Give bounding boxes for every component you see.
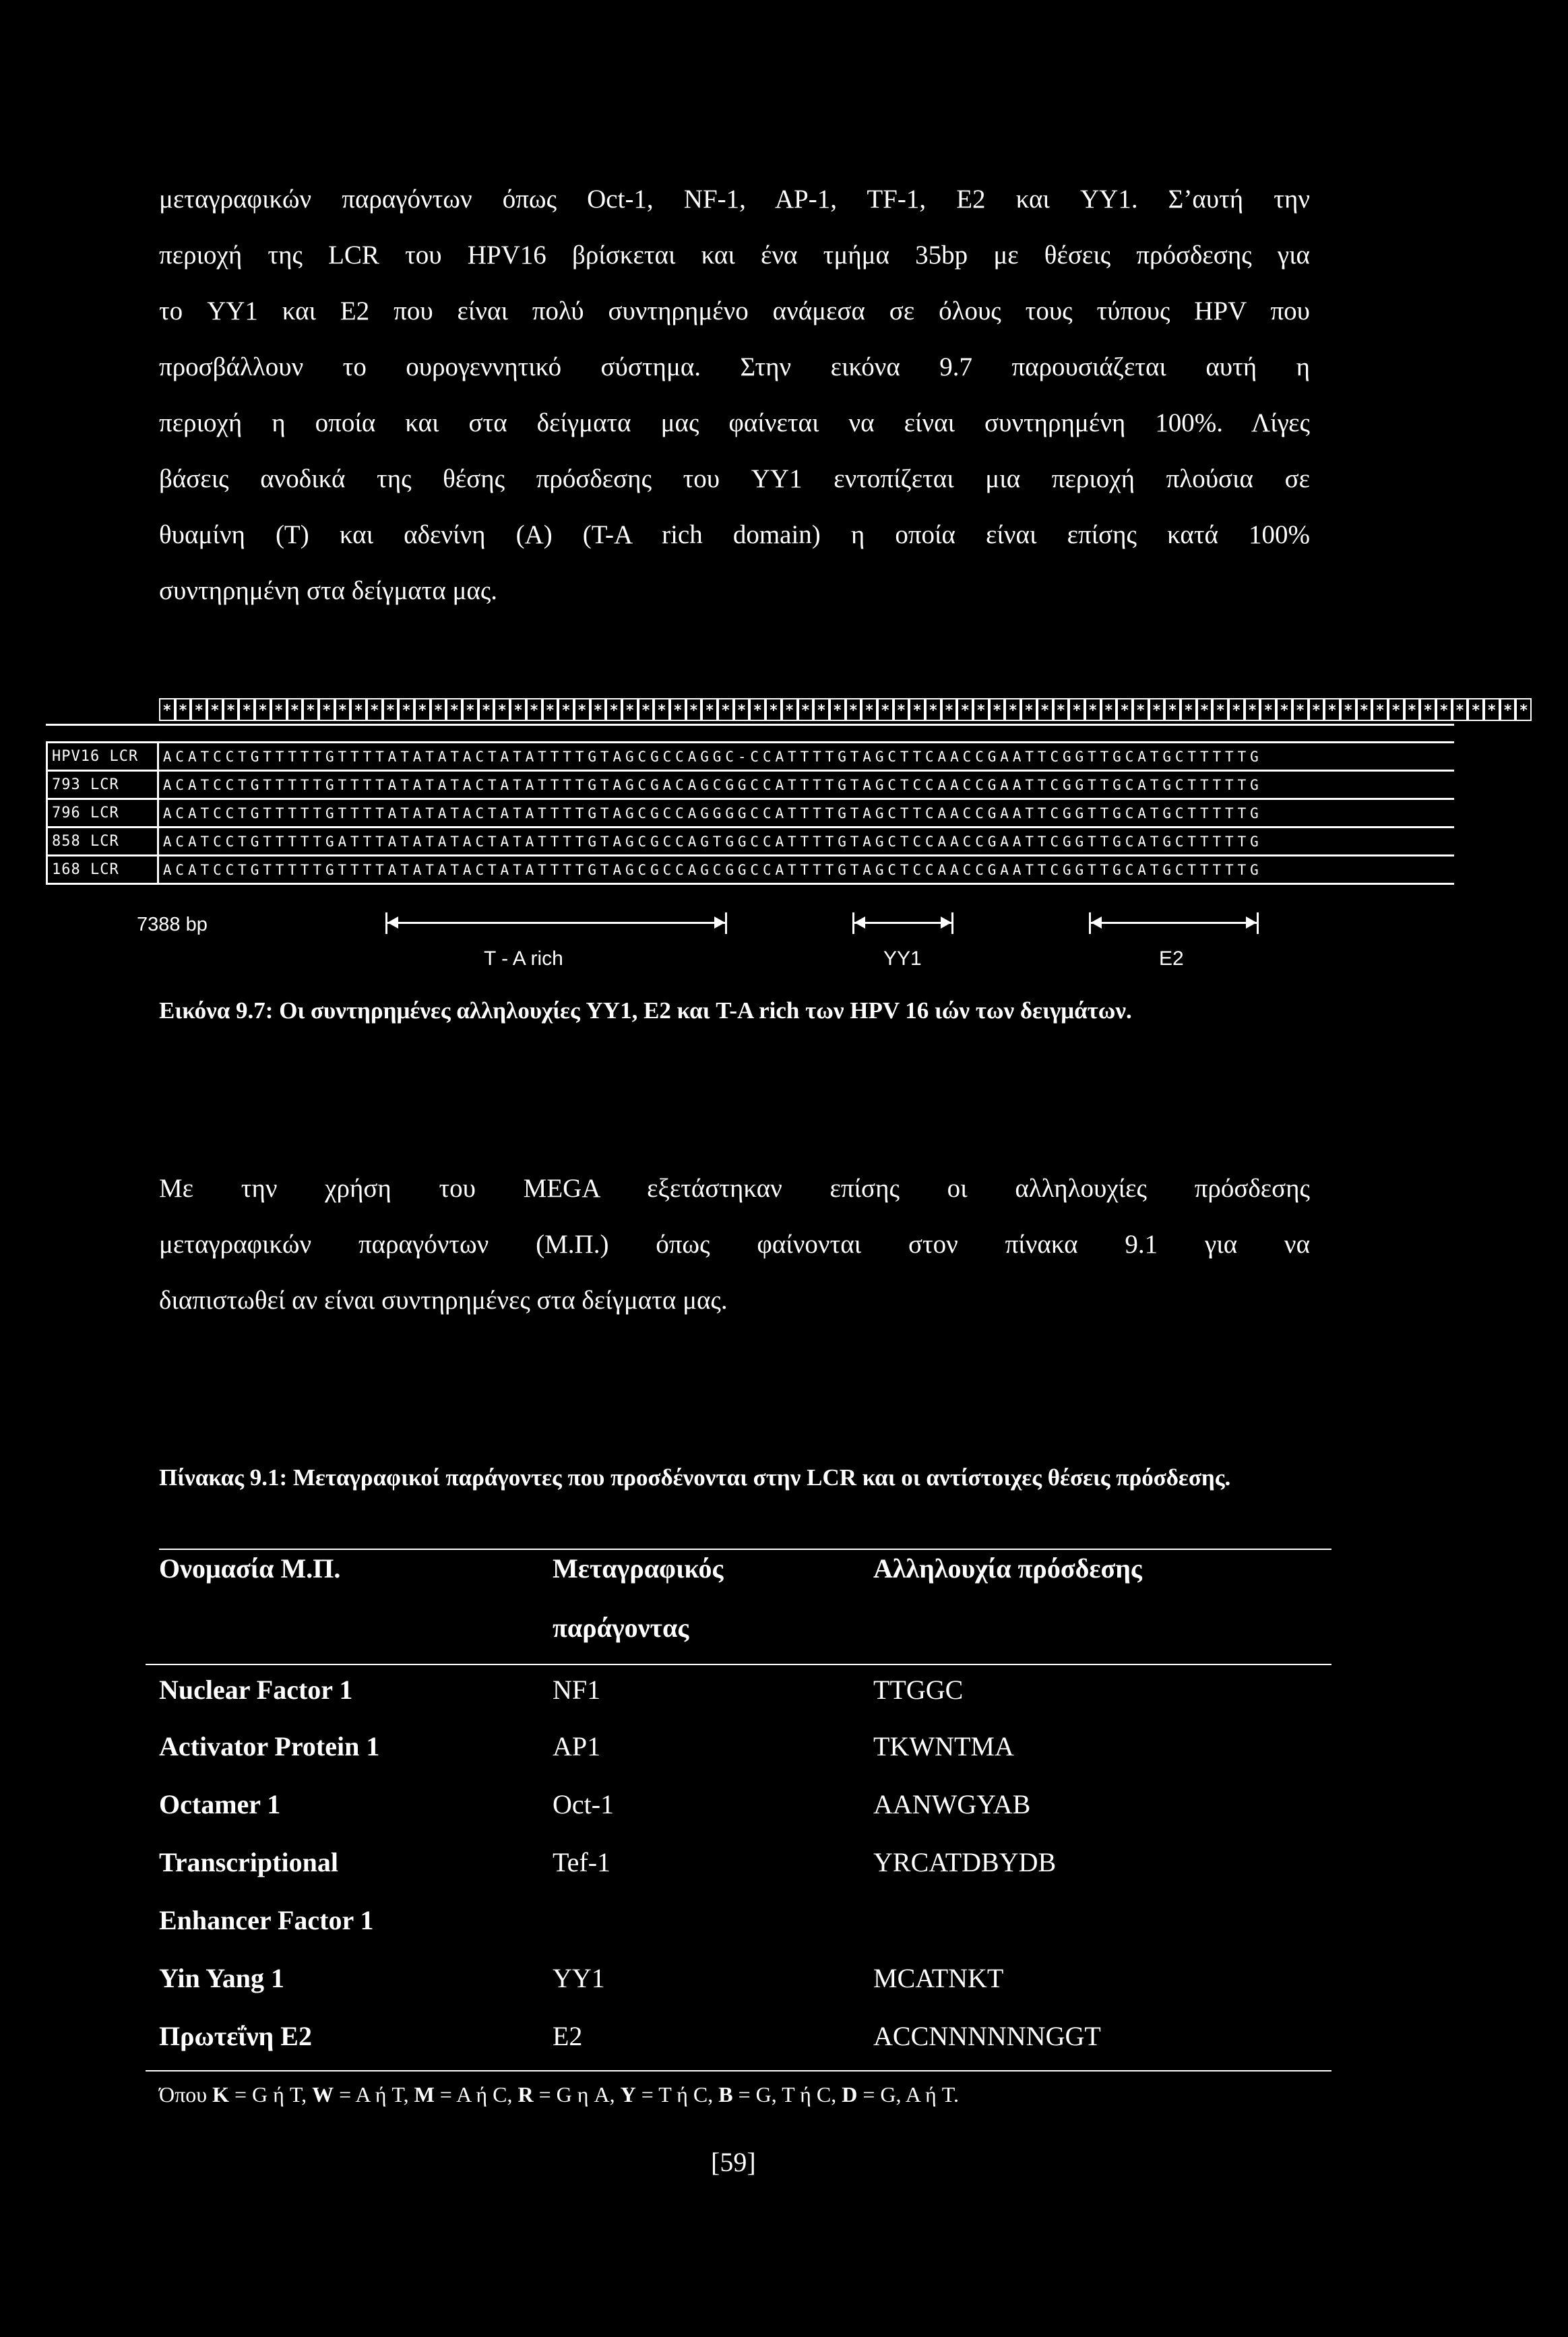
conservation-mark: * (765, 698, 782, 721)
conservation-mark: * (223, 698, 239, 721)
alignment-row (47, 771, 1455, 799)
legend-text: = G, A ή T. (857, 2082, 959, 2107)
conservation-mark: * (1069, 698, 1085, 721)
header-factor-line2: παράγοντας (553, 1613, 689, 1643)
conservation-mark: * (1404, 698, 1420, 721)
conservation-mark: * (1117, 698, 1133, 721)
conservation-mark: * (734, 698, 750, 721)
conservation-mark: * (446, 698, 462, 721)
legend-key: R (518, 2082, 534, 2107)
legend-key: Y (620, 2082, 636, 2107)
header-factor-line1: Μεταγραφικός (553, 1553, 724, 1584)
row-sequence: AANWGYAB (873, 1789, 1031, 1819)
conservation-mark: * (1037, 698, 1053, 721)
legend-text: = G, T ή C, (732, 2082, 842, 2107)
legend-text: = T ή C, (635, 2082, 719, 2107)
sequence: ACATCCTGTTTTTGTTTTATATATACTATATTTTGTAGCGCCAGGGGCCATTTTGTAGCTTCAACCGAATTCGGTTGCATGCTTTTTG (158, 799, 1454, 828)
conservation-mark: * (861, 698, 877, 721)
row-sequence: ACCNNNNNNGGT (873, 2021, 1101, 2051)
conservation-mark: * (271, 698, 287, 721)
conservation-mark: * (558, 698, 574, 721)
page-number: [59] (711, 2147, 756, 2177)
conservation-mark: * (1420, 698, 1436, 721)
legend-key: K (212, 2082, 229, 2107)
legend-key: W (312, 2082, 334, 2107)
region-label-yy1: YY1 (883, 947, 922, 970)
conservation-mark: * (813, 698, 829, 721)
conservation-mark: * (431, 698, 447, 721)
alignment-row (47, 856, 1455, 884)
conservation-mark: * (1340, 698, 1356, 721)
conservation-mark: * (893, 698, 910, 721)
legend-prefix: Όπου (159, 2082, 208, 2107)
conservation-mark: * (782, 698, 798, 721)
row-factor: E2 (553, 2021, 583, 2051)
conservation-mark: * (846, 698, 862, 721)
row-factor: Oct-1 (553, 1789, 615, 1819)
region-label-ta-rich: T - A rich (484, 947, 563, 970)
conservation-mark: * (1452, 698, 1468, 721)
conservation-mark: * (1515, 698, 1532, 721)
conservation-mark: * (829, 698, 846, 721)
sequence-label: 793 LCR (47, 771, 158, 799)
conservation-mark: * (1228, 698, 1245, 721)
conservation-mark: * (1292, 698, 1309, 721)
conservation-mark: * (590, 698, 606, 721)
intro-paragraph (159, 171, 1310, 619)
conservation-mark: * (1388, 698, 1404, 721)
row-name: Nuclear Factor 1 (159, 1675, 353, 1705)
conservation-mark: * (319, 698, 335, 721)
intro-line: θυαμίνη (Τ) και αδενίνη (Α) (T-A rich domain) η οποία είναι επίσης κατά 100% (159, 520, 1310, 549)
conservation-mark: * (989, 698, 1005, 721)
row-sequence: TTGGC (873, 1675, 964, 1705)
conservation-mark: * (350, 698, 367, 721)
conservation-mark: * (414, 698, 431, 721)
conservation-mark: * (1468, 698, 1484, 721)
row-sequence: TKWNTMA (873, 1731, 1014, 1762)
conservation-mark: * (1133, 698, 1149, 721)
conservation-mark: * (877, 698, 893, 721)
intro-line: το YY1 και Ε2 που είναι πολύ συντηρημένο ανάμεσα σε όλους τους τύπους HPV που (159, 297, 1310, 325)
conservation-mark: * (478, 698, 495, 721)
table-top-rule (159, 1549, 1331, 1550)
conservation-mark: * (1484, 698, 1500, 721)
alignment-table (46, 741, 1454, 885)
conservation-mark: * (191, 698, 207, 721)
conservation-mark: * (1101, 698, 1117, 721)
mid-line: μεταγραφικών παραγόντων (Μ.Π.) όπως φαίνονται στον πίνακα 9.1 για να (159, 1230, 1310, 1259)
conservation-mark: * (1245, 698, 1261, 721)
conservation-mark: * (1021, 698, 1037, 721)
conservation-mark: * (1260, 698, 1276, 721)
row-sequence: MCATNKT (873, 1963, 1004, 1993)
conservation-mark: * (957, 698, 973, 721)
conservation-mark: * (1356, 698, 1373, 721)
row-name: Octamer 1 (159, 1789, 281, 1819)
mid-line: Με την χρήση του MEGA εξετάστηκαν επίσης οι αλληλουχίες πρόσδεσης (159, 1174, 1310, 1203)
conservation-mark: * (941, 698, 958, 721)
conservation-mark: * (1181, 698, 1197, 721)
intro-line: περιοχή η οποία και στα δείγματα μας φαίνεται να είναι συντηρημένη 100%. Λίγες (159, 408, 1310, 437)
row-name: Activator Protein 1 (159, 1731, 380, 1762)
intro-line: συντηρημένη στα δείγματα μας. (159, 576, 498, 605)
conservation-row (159, 698, 1532, 725)
legend-text: = A ή T, (334, 2082, 414, 2107)
sequence-label: 796 LCR (47, 799, 158, 828)
conservation-mark: * (1164, 698, 1181, 721)
conservation-mark: * (1436, 698, 1452, 721)
table-title: Πίνακας 9.1: Μεταγραφικοί παράγοντες που προσδένονται στην LCR και οι αντίστοιχες θέσεις πρόσδεσης. (159, 1464, 1231, 1491)
ta-rich-bracket (385, 912, 727, 934)
conservation-mark: * (1053, 698, 1069, 721)
conservation-mark: * (510, 698, 526, 721)
conservation-mark: * (494, 698, 510, 721)
conservation-mark: * (654, 698, 670, 721)
position-label: 7388 bp (137, 914, 208, 935)
legend-key: M (414, 2082, 435, 2107)
conservation-mark: * (335, 698, 351, 721)
region-label-e2: E2 (1159, 947, 1184, 970)
intro-line: μεταγραφικών παραγόντων όπως Oct-1, NF-1, AP-1, TF-1, E2 και YY1. Σ’αυτή την (159, 185, 1310, 214)
intro-line: προσβάλλουν το ουρογεννητικό σύστημα. Στην εικόνα 9.7 παρουσιάζεται αυτή η (159, 352, 1310, 381)
conservation-mark: * (462, 698, 478, 721)
row-name: Yin Yang 1 (159, 1963, 284, 1993)
conservation-mark: * (574, 698, 590, 721)
conservation-mark: * (1085, 698, 1101, 721)
conservation-mark: * (383, 698, 399, 721)
conservation-mark: * (1309, 698, 1325, 721)
conservation-mark: * (1197, 698, 1213, 721)
conservation-mark: * (1212, 698, 1228, 721)
legend-text: = A ή C, (434, 2082, 518, 2107)
table-legend (159, 2082, 959, 2107)
row-factor: AP1 (553, 1731, 601, 1762)
conservation-mark: * (239, 698, 255, 721)
table-bottom-rule (146, 2070, 1331, 2071)
row-sequence: YRCATDBYDB (873, 1847, 1057, 1877)
conservation-mark: * (367, 698, 383, 721)
mid-line: διαπιστωθεί αν είναι συντηρημένες στα δείγματα μας. (159, 1286, 728, 1315)
conservation-mark: * (255, 698, 271, 721)
conservation-mark: * (287, 698, 303, 721)
intro-line: βάσεις ανοδικά της θέσης πρόσδεσης του YY1 εντοπίζεται μια περιοχή πλούσια σε (159, 464, 1310, 493)
conservation-mark: * (175, 698, 191, 721)
conservation-mark: * (638, 698, 654, 721)
e2-bracket (1089, 912, 1259, 934)
alignment-row (47, 743, 1455, 771)
header-sequence: Αλληλουχία πρόσδεσης (873, 1553, 1142, 1584)
conservation-mark: * (542, 698, 559, 721)
legend-text: = G η A, (533, 2082, 621, 2107)
row-name-cont: Enhancer Factor 1 (159, 1905, 374, 1935)
conservation-mark: * (686, 698, 702, 721)
conservation-mark: * (718, 698, 734, 721)
conservation-mark: * (1005, 698, 1021, 721)
conservation-mark: * (909, 698, 925, 721)
sequence-label: 858 LCR (47, 828, 158, 856)
conservation-mark: * (749, 698, 765, 721)
conservation-mark: * (622, 698, 638, 721)
row-name: Πρωτεΐνη E2 (159, 2021, 312, 2051)
conservation-mark: * (1324, 698, 1340, 721)
legend-text: = G ή T, (229, 2082, 313, 2107)
conservation-mark: * (973, 698, 989, 721)
conservation-mark: * (1149, 698, 1165, 721)
conservation-mark: * (1372, 698, 1388, 721)
sequence: ACATCCTGTTTTTGTTTTATATATACTATATTTTGTAGCGCCAGGC-CCATTTTGTAGCTTCAACCGAATTCGGTTGCATGCTTTTTG (158, 743, 1454, 771)
sequence: ACATCCTGTTTTTGATTTATATATACTATATTTTGTAGCGCCAGTGGCCATTTTGTAGCTCCAACCGAATTCGGTTGCATGCTTTTTG (158, 828, 1454, 856)
sequence-label: 168 LCR (47, 856, 158, 884)
conservation-mark: * (701, 698, 718, 721)
conservation-mark: * (670, 698, 686, 721)
sequence: ACATCCTGTTTTTGTTTTATATATACTATATTTTGTAGCGACAGCGGCCATTTTGTAGCTCCAACCGAATTCGGTTGCATGCTTTTTG (158, 771, 1454, 799)
yy1-bracket (852, 912, 953, 934)
conservation-mark: * (303, 698, 319, 721)
conservation-mark: * (159, 698, 175, 721)
sequence-label: HPV16 LCR (47, 743, 158, 771)
header-name: Ονομασία Μ.Π. (159, 1553, 341, 1584)
row-factor: NF1 (553, 1675, 601, 1705)
conservation-mark: * (606, 698, 622, 721)
conservation-mark: * (398, 698, 414, 721)
conservation-mark: * (207, 698, 223, 721)
alignment-row (47, 828, 1455, 856)
conservation-mark: * (1276, 698, 1292, 721)
row-name: Transcriptional (159, 1847, 338, 1877)
row-factor: YY1 (553, 1963, 605, 1993)
conservation-mark: * (798, 698, 814, 721)
mid-paragraph (159, 1160, 1310, 1328)
intro-line: περιοχή της LCR του HPV16 βρίσκεται και ένα τμήμα 35bp με θέσεις πρόσδεσης για (159, 241, 1310, 270)
alignment-row (47, 799, 1455, 828)
legend-key: D (842, 2082, 858, 2107)
legend-key: B (718, 2082, 733, 2107)
sequence: ACATCCTGTTTTTGTTTTATATATACTATATTTTGTAGCGCCAGCGGCCATTTTGTAGCTCCAACCGAATTCGGTTGCATGCTTTTTG (158, 856, 1454, 884)
figure-caption: Εικόνα 9.7: Οι συντηρημένες αλληλουχίες YY1, E2 και T-A rich των HPV 16 ιών των δειγμάτων. (159, 997, 1132, 1024)
conservation-mark: * (1500, 698, 1516, 721)
row-factor: Tef-1 (553, 1847, 611, 1877)
conservation-mark: * (526, 698, 542, 721)
conservation-mark: * (925, 698, 941, 721)
table-header-rule (146, 1664, 1331, 1665)
